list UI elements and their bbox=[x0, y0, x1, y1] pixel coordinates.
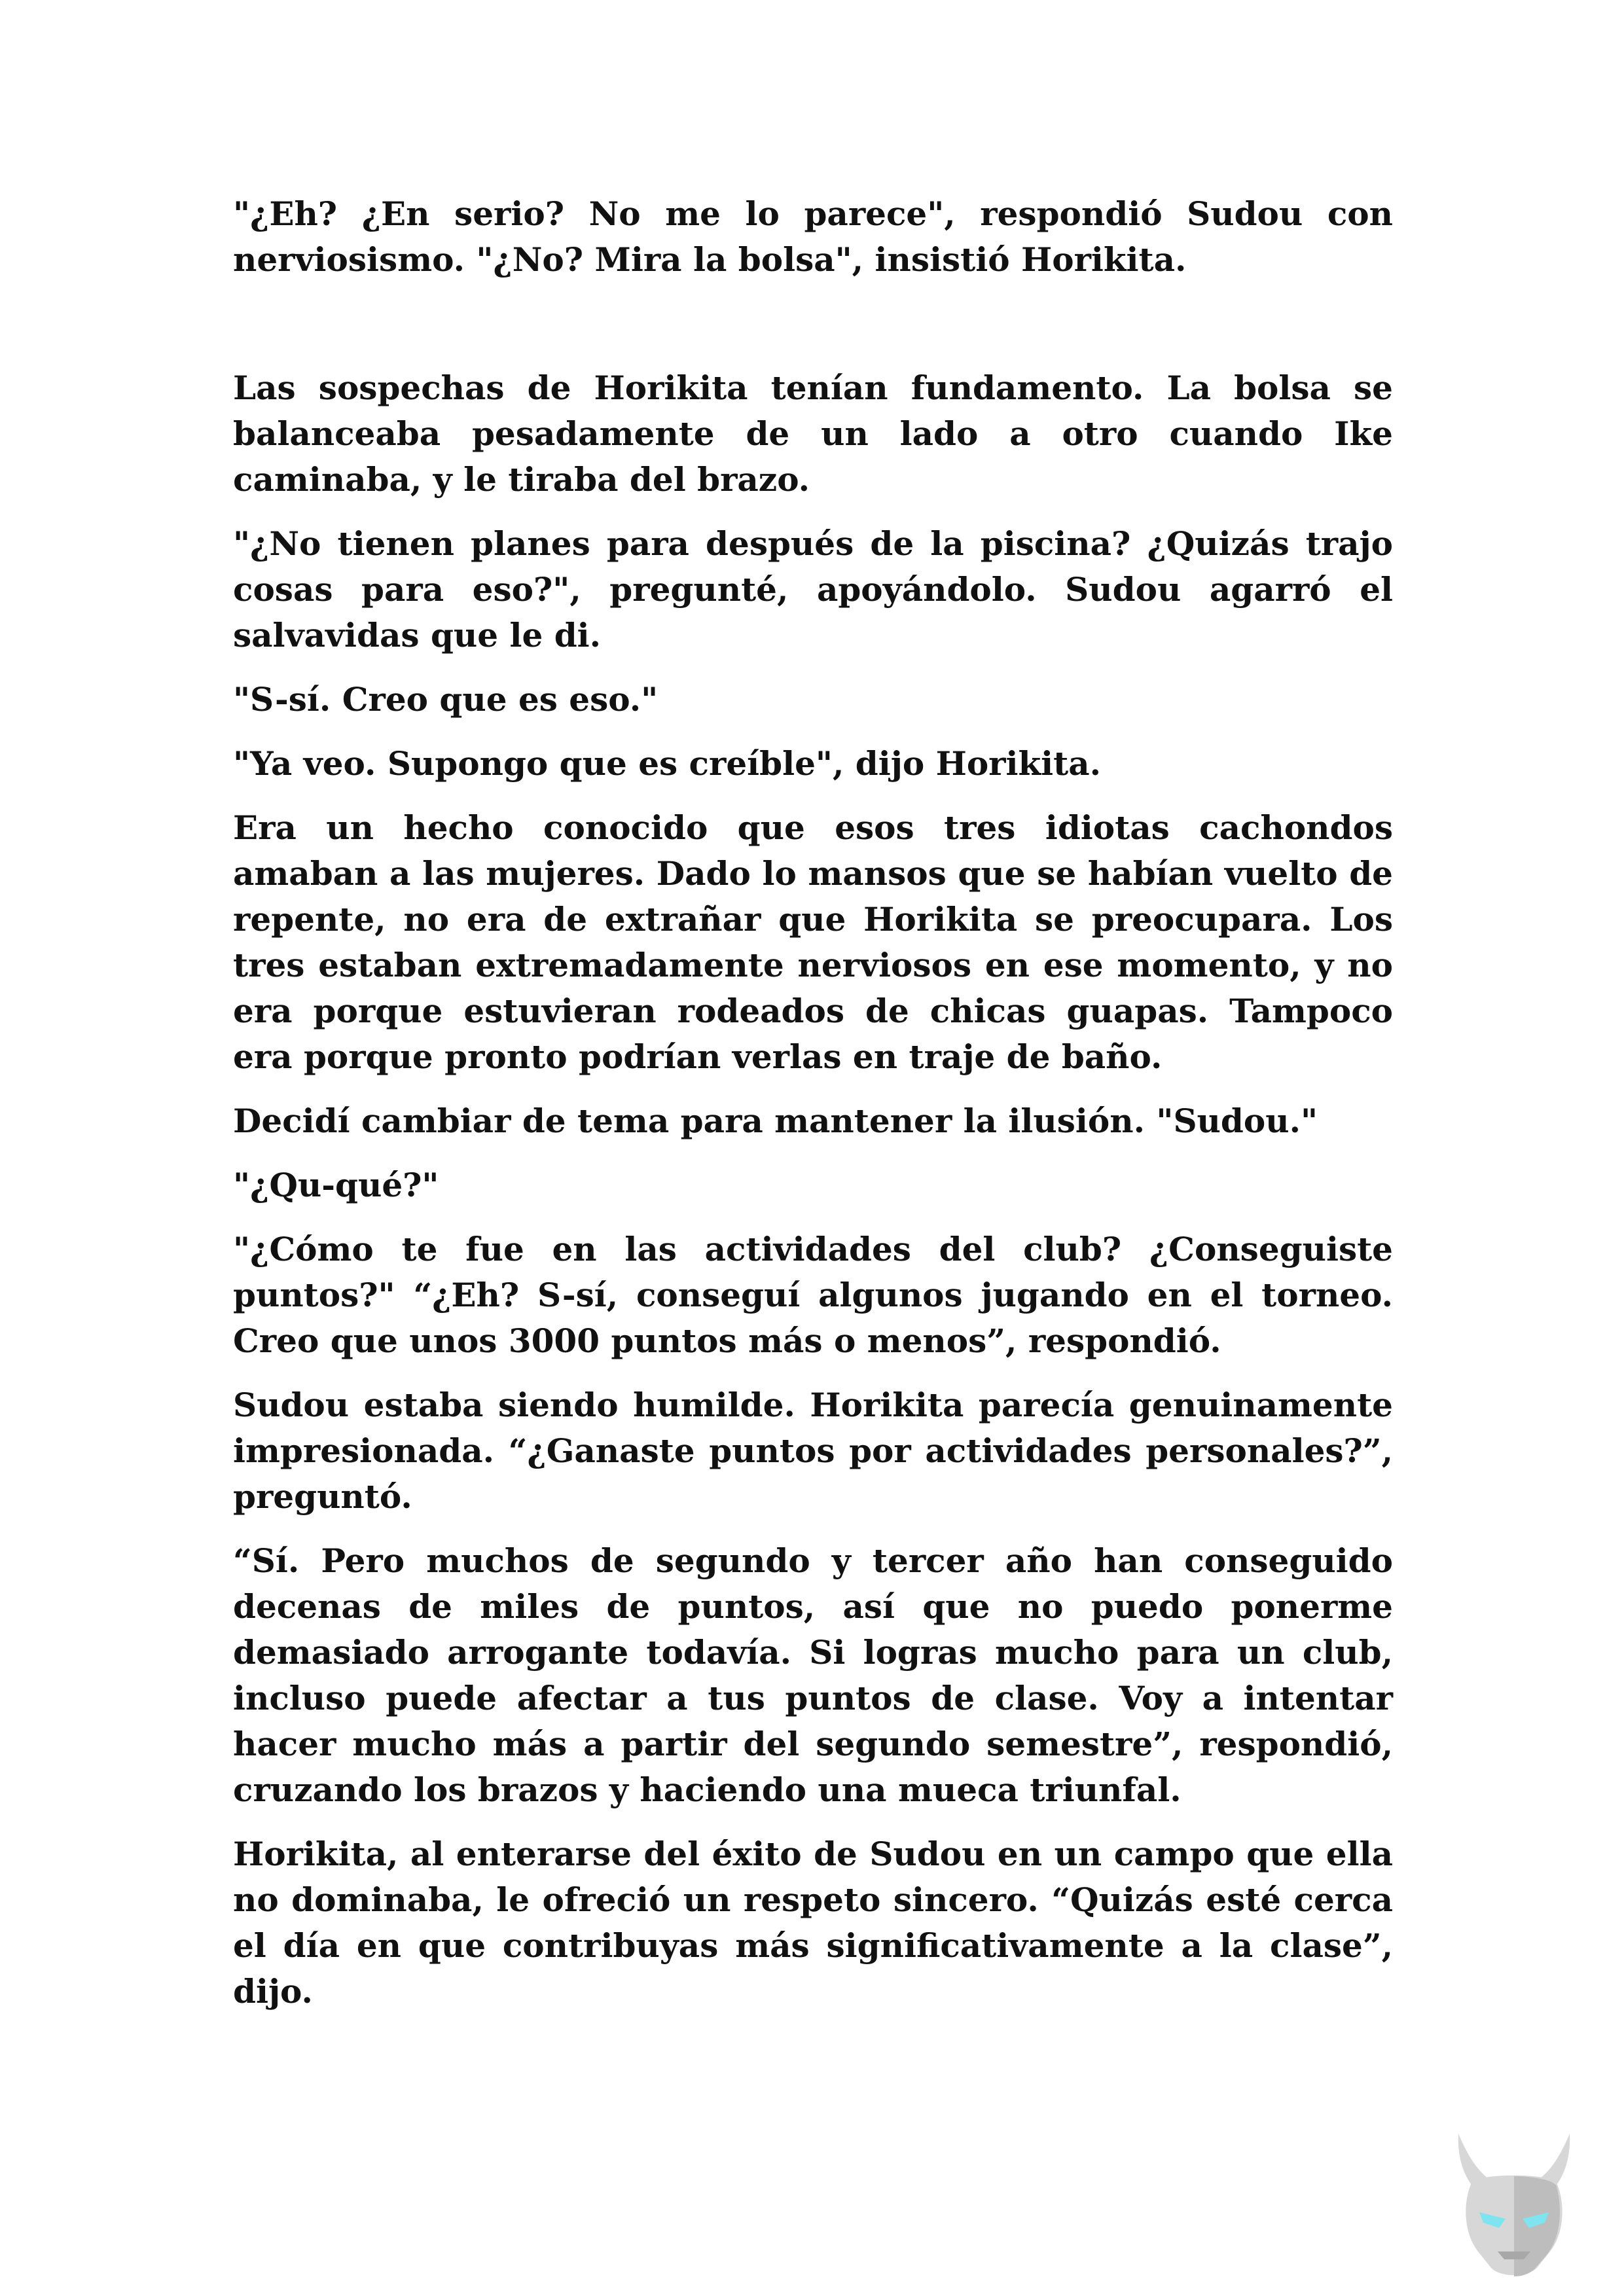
paragraph: "¿Eh? ¿En serio? No me lo parece", respondió Sudou con nerviosismo. "¿No? Mira la bolsa", insistió Horikita. bbox=[233, 194, 1393, 279]
paragraph: "¿Cómo te fue en las actividades del club? ¿Conseguiste puntos?" “¿Eh? S-sí, conseguí algunos jugando en el torneo. Creo que unos 3000 puntos más o menos”, respondió. bbox=[233, 1230, 1393, 1360]
paragraph: “Sí. Pero muchos de segundo y tercer año han conseguido decenas de miles de puntos, así que no puedo ponerme demasiado arrogante todavía. Si logras mucho para un club, incluso puede afectar a tus puntos de clase. Voy a intentar hacer mucho más a partir del segundo semestre”, respondió, cruzando los brazos y haciendo una mueca triunfal. bbox=[233, 1541, 1393, 1809]
paragraph: Era un hecho conocido que esos tres idiotas cachondos amaban a las mujeres. Dado lo mansos que se habían vuelto de repente, no era de extrañar que Horikita se preocupara. Los tres estaban extremadamente nerviosos en ese momento, y no era porque estuvieran rodeados de chicas guapas. Tampoco era porque pronto podrían verlas en traje de baño. bbox=[233, 808, 1393, 1076]
paragraph: Decidí cambiar de tema para mantener la ilusión. "Sudou." bbox=[233, 1102, 1318, 1140]
paragraph: Las sospechas de Horikita tenían fundamento. La bolsa se balanceaba pesadamente de un lado a otro cuando Ike caminaba, y le tiraba del brazo. bbox=[233, 368, 1393, 499]
paragraph: "S-sí. Creo que es eso." bbox=[233, 680, 659, 719]
paragraph: "¿Qu-qué?" bbox=[233, 1166, 439, 1204]
document-body bbox=[233, 191, 1393, 2033]
demon-head-logo-icon bbox=[1432, 2121, 1596, 2284]
paragraph: Sudou estaba siendo humilde. Horikita parecía genuinamente impresionada. “¿Ganaste puntos por actividades personales?”, preguntó. bbox=[233, 1386, 1393, 1516]
paragraph: "¿No tienen planes para después de la piscina? ¿Quizás trajo cosas para eso?", pregunté, apoyándolo. Sudou agarró el salvavidas que le di. bbox=[233, 524, 1393, 655]
paragraph: "Ya veo. Supongo que es creíble", dijo Horikita. bbox=[233, 744, 1102, 783]
paragraph: Horikita, al enterarse del éxito de Sudou en un campo que ella no dominaba, le ofreció un respeto sincero. “Quizás esté cerca el día en que contribuyas más significativamente a la clase”, dijo. bbox=[233, 1835, 1393, 2011]
